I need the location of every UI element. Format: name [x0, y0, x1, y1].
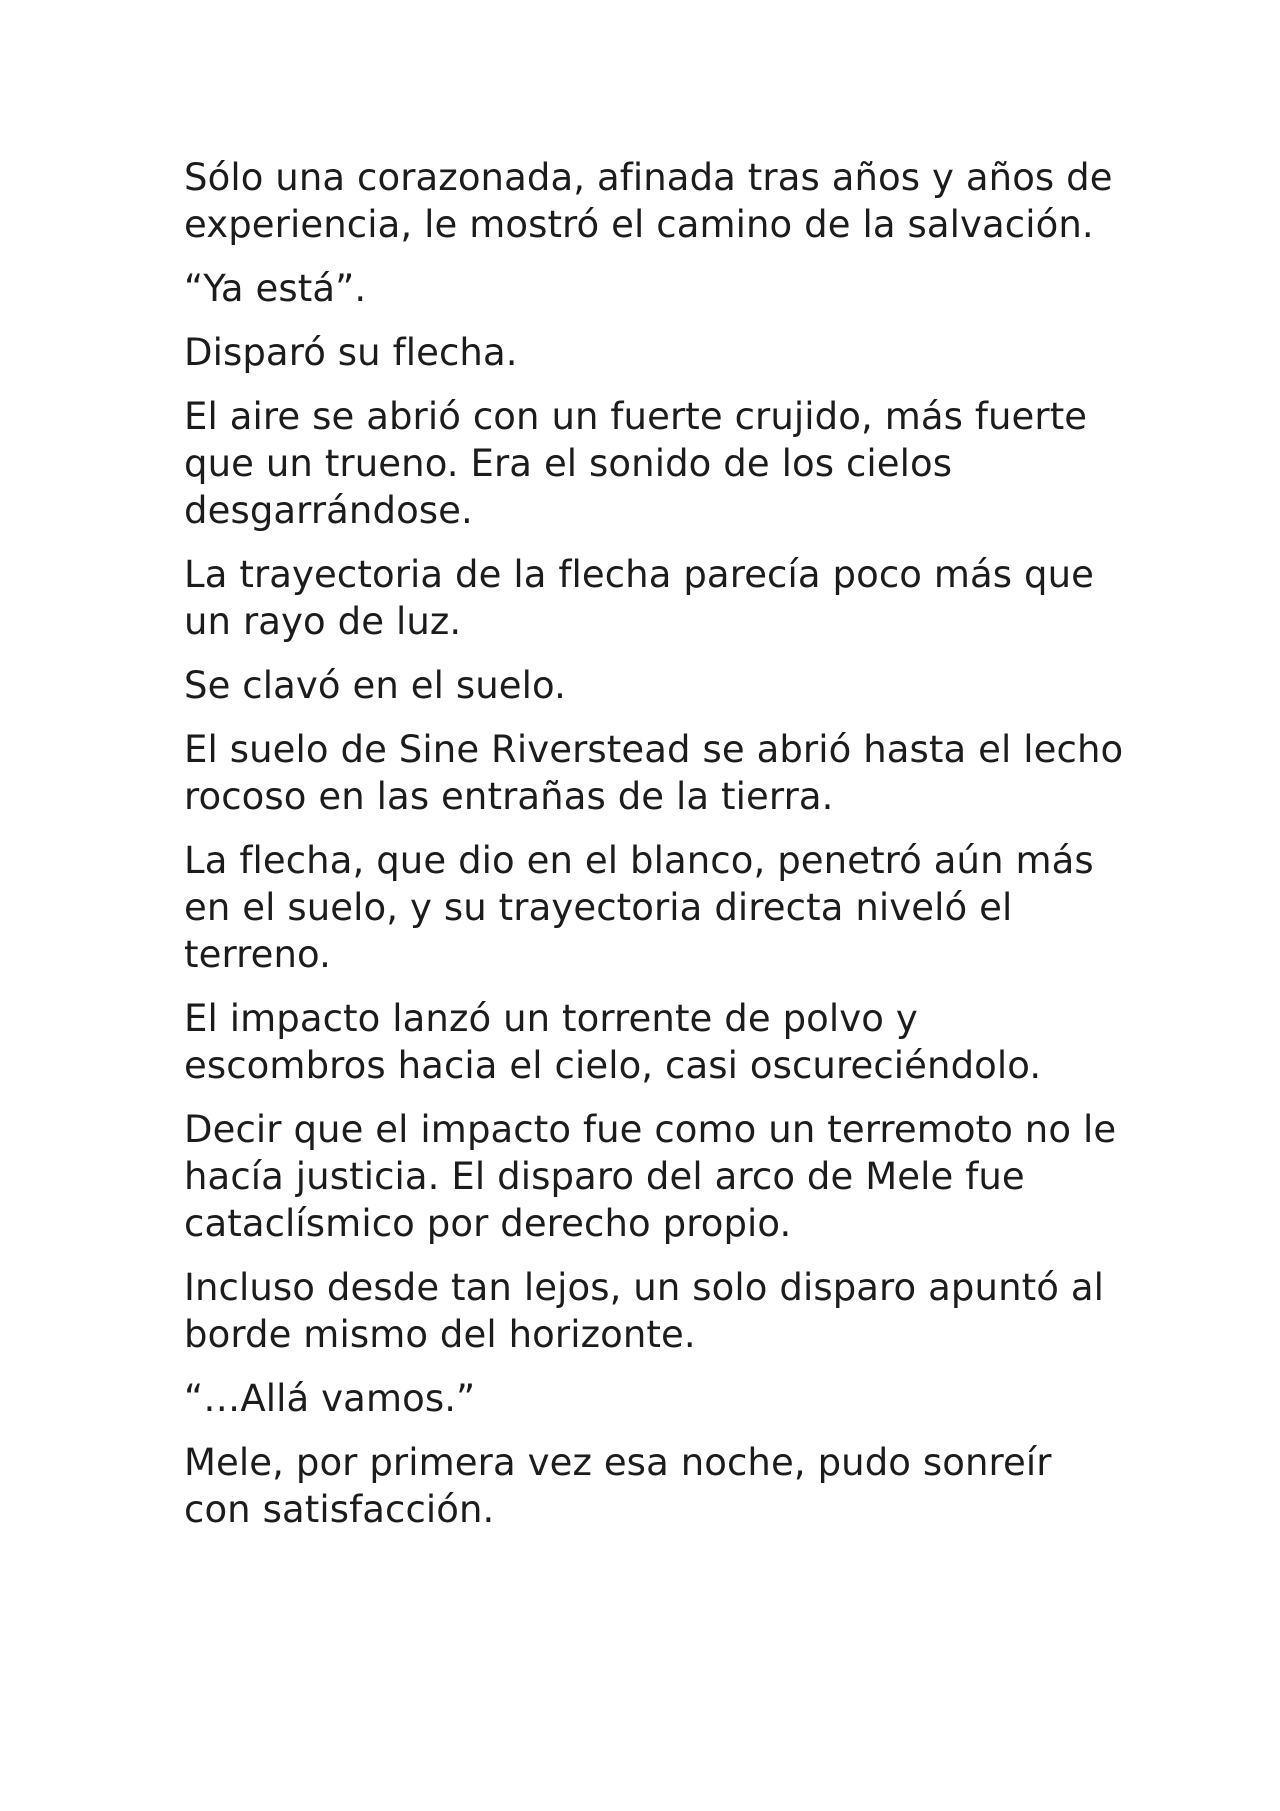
paragraph: Sólo una corazonada, afinada tras años y años de experiencia, le mostró el camino de la salvación. — [184, 156, 1113, 246]
paragraph: Mele, por primera vez esa noche, pudo sonreír con satisfacción. — [184, 1441, 1052, 1531]
body-text — [184, 154, 1124, 1550]
paragraph: Disparó su flecha. — [184, 331, 518, 374]
paragraph: La trayectoria de la flecha parecía poco más que un rayo de luz. — [184, 553, 1095, 643]
paragraph: El impacto lanzó un torrente de polvo y escombros hacia el cielo, casi oscureciéndolo. — [184, 997, 1042, 1087]
paragraph: “Ya está”. — [184, 267, 367, 310]
paragraph: El aire se abrió con un fuerte crujido, más fuerte que un trueno. Era el sonido de los cielos desgarrándose. — [184, 395, 1088, 532]
paragraph: Se clavó en el suelo. — [184, 664, 567, 707]
paragraph: “…Allá vamos.” — [184, 1377, 476, 1420]
paragraph: Incluso desde tan lejos, un solo disparo apuntó al borde mismo del horizonte. — [184, 1266, 1104, 1356]
paragraph: El suelo de Sine Riverstead se abrió hasta el lecho rocoso en las entrañas de la tierra. — [184, 728, 1124, 818]
paragraph: Decir que el impacto fue como un terremoto no le hacía justicia. El disparo del arco de Mele fue cataclísmico por derecho propio. — [184, 1108, 1117, 1245]
paragraph: La flecha, que dio en el blanco, penetró aún más en el suelo, y su trayectoria directa niveló el terreno. — [184, 839, 1094, 976]
